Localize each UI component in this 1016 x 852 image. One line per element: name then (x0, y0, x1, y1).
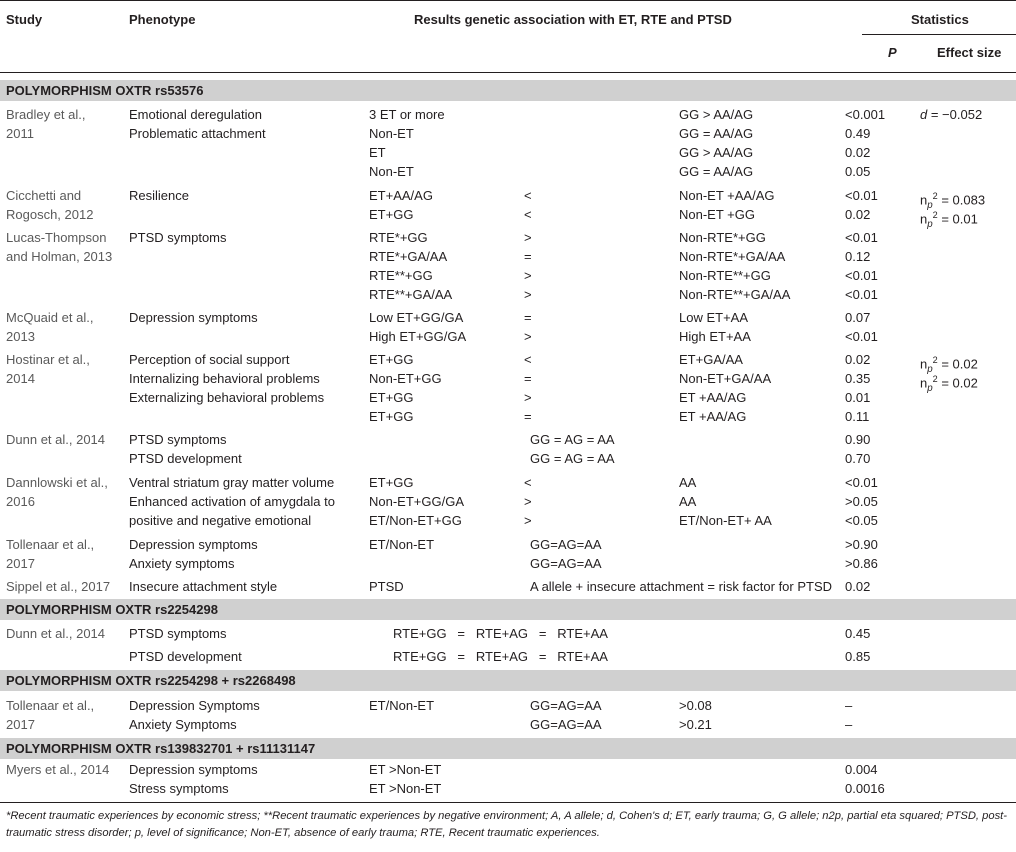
row-phenotype: PTSD development (129, 649, 242, 664)
row-study: Dunn et al., 2014 (6, 626, 106, 641)
row-genotype-mid: GG = AG = AA (530, 432, 615, 447)
row-genotype-b: GG = AA/AG (679, 126, 754, 141)
row-phenotype: Depression symptoms (129, 310, 258, 325)
row-genotype-line: RTE+GG = RTE+AG = RTE+AA (393, 626, 608, 641)
row-genotype-a: High ET+GG/GA (369, 329, 467, 344)
row-p-value: 0.004 (845, 762, 878, 777)
row-phenotype: Resilience (129, 188, 189, 203)
row-genotype-a: ET/Non-ET+GG (369, 513, 462, 528)
header-statistics: Statistics (911, 12, 969, 27)
row-phenotype: PTSD symptoms (129, 432, 227, 447)
row-genotype-mid: A allele + insecure attachment = risk factor for PTSD (530, 579, 833, 594)
row-genotype-a: Non-ET (369, 126, 414, 141)
row-genotype-a: ET >Non-ET (369, 762, 442, 777)
section-title: POLYMORPHISM OXTR rs2254298 + rs2268498 (6, 673, 296, 688)
top-rule (0, 0, 1016, 1)
row-operator: < (524, 188, 532, 203)
row-operator: > (524, 287, 532, 302)
row-p-value: >0.90 (845, 537, 878, 552)
header-study: Study (6, 12, 43, 27)
row-genotype-a: RTE*+GG (369, 230, 428, 245)
section-band (0, 599, 1016, 620)
row-p-value: <0.01 (845, 268, 878, 283)
row-effect-size: $n_p^2 = 0.02$ (920, 374, 978, 394)
row-p-value: <0.001 (845, 107, 886, 122)
row-operator: < (524, 207, 532, 222)
row-genotype-b: >0.21 (679, 717, 712, 732)
row-genotype-b: AA (679, 494, 697, 509)
row-genotype-b: Non-RTE*+GG (679, 230, 766, 245)
row-genotype-a: RTE*+GA/AA (369, 249, 448, 264)
row-phenotype: Insecure attachment style (129, 579, 278, 594)
row-p-value: 0.07 (845, 310, 871, 325)
row-genotype-b: Low ET+AA (679, 310, 749, 325)
row-genotype-a: Non-ET+GG (369, 371, 442, 386)
row-p-value: <0.05 (845, 513, 878, 528)
row-study: and Holman, 2013 (6, 249, 113, 264)
row-phenotype: PTSD development (129, 451, 242, 466)
section-title: POLYMORPHISM OXTR rs139832701 + rs11131147 (6, 741, 316, 756)
row-genotype-a: ET+GG (369, 475, 414, 490)
header-phenotype: Phenotype (129, 12, 196, 27)
section-band (0, 738, 1016, 759)
row-genotype-mid: GG=AG=AA (530, 717, 602, 732)
row-genotype-a: ET+GG (369, 409, 414, 424)
row-p-value: 0.0016 (845, 781, 885, 796)
row-study: Myers et al., 2014 (6, 762, 110, 777)
row-genotype-a: Low ET+GG/GA (369, 310, 464, 325)
row-genotype-mid: GG=AG=AA (530, 698, 602, 713)
row-genotype-mid: GG = AG = AA (530, 451, 615, 466)
row-study: 2013 (6, 329, 35, 344)
row-genotype-line: RTE+GG = RTE+AG = RTE+AA (393, 649, 608, 664)
row-effect-size: $n_p^2 = 0.02$ (920, 355, 978, 375)
row-genotype-b: High ET+AA (679, 329, 751, 344)
row-operator: < (524, 352, 532, 367)
row-genotype-b: GG = AA/AG (679, 164, 754, 179)
row-operator: > (524, 390, 532, 405)
row-genotype-mid: GG=AG=AA (530, 537, 602, 552)
row-study: Cicchetti and (6, 188, 82, 203)
row-operator: > (524, 268, 532, 283)
row-genotype-b: Non-RTE**+GA/AA (679, 287, 791, 302)
row-genotype-b: Non-ET +GG (679, 207, 755, 222)
row-phenotype: Perception of social support (129, 352, 290, 367)
row-p-value: 0.49 (845, 126, 871, 141)
row-study: 2017 (6, 556, 35, 571)
row-phenotype: Internalizing behavioral problems (129, 371, 320, 386)
row-study: Sippel et al., 2017 (6, 579, 111, 594)
row-genotype-b: ET +AA/AG (679, 409, 747, 424)
row-p-value: 0.02 (845, 207, 871, 222)
row-p-value: 0.11 (845, 409, 870, 424)
row-p-value: <0.01 (845, 188, 878, 203)
row-genotype-a: ET+AA/AG (369, 188, 433, 203)
row-study: McQuaid et al., (6, 310, 94, 325)
header-results: Results genetic association with ET, RTE and PTSD (414, 12, 732, 27)
row-phenotype: Anxiety symptoms (129, 556, 235, 571)
section-title: POLYMORPHISM OXTR rs53576 (6, 83, 204, 98)
row-p-value: 0.85 (845, 649, 871, 664)
row-genotype-a: ET+GG (369, 352, 414, 367)
row-operator: = (524, 409, 532, 424)
row-genotype-a: Non-ET (369, 164, 414, 179)
row-p-value: >0.86 (845, 556, 878, 571)
row-phenotype: Enhanced activation of amygdala to (129, 494, 335, 509)
row-genotype-b: Non-RTE**+GG (679, 268, 771, 283)
row-effect-size: d = −0.052 (920, 107, 983, 122)
row-study: Tollenaar et al., (6, 698, 95, 713)
row-p-value: 0.45 (845, 626, 871, 641)
row-genotype-b: Non-ET+GA/AA (679, 371, 772, 386)
row-genotype-b: >0.08 (679, 698, 712, 713)
row-genotype-a: RTE**+GA/AA (369, 287, 453, 302)
row-p-value: 0.05 (845, 164, 871, 179)
footnote: *Recent traumatic experiences by economic stress; **Recent traumatic experiences by negative environment; A, A allele; d, Cohen's d; ET, early trauma; G, G allele; n2p, partial eta squared; PTSD, post-traumatic stress disorder; p, level of significance; Non-ET, absence of early trauma; RTE, Recent traumatic experiences. (6, 810, 1008, 839)
bottom-rule (0, 802, 1016, 803)
row-genotype-b: Non-ET +AA/AG (679, 188, 775, 203)
row-phenotype: PTSD symptoms (129, 626, 227, 641)
row-operator: = (524, 310, 532, 325)
row-p-value: – (845, 698, 853, 713)
row-study: Rogosch, 2012 (6, 207, 94, 222)
row-p-value: 0.12 (845, 249, 871, 264)
row-p-value: <0.01 (845, 230, 878, 245)
row-study: Lucas-Thompson (6, 230, 107, 245)
row-operator: = (524, 371, 532, 386)
row-study: Dunn et al., 2014 (6, 432, 106, 447)
row-phenotype: positive and negative emotional (129, 513, 312, 528)
row-phenotype: Externalizing behavioral problems (129, 390, 325, 405)
row-genotype-a: ET+GG (369, 390, 414, 405)
row-genotype-a: RTE**+GG (369, 268, 433, 283)
row-p-value: >0.05 (845, 494, 878, 509)
row-genotype-b: GG > AA/AG (679, 107, 754, 122)
row-p-value: 0.02 (845, 145, 871, 160)
row-genotype-b: AA (679, 475, 697, 490)
row-operator: > (524, 494, 532, 509)
row-phenotype: Anxiety Symptoms (129, 717, 237, 732)
row-genotype-a: ET/Non-ET (369, 698, 435, 713)
row-operator: = (524, 249, 532, 264)
row-phenotype: Ventral striatum gray matter volume (129, 475, 335, 490)
row-phenotype: Depression Symptoms (129, 698, 260, 713)
header-effect-size: Effect size (937, 45, 1002, 60)
row-operator: > (524, 230, 532, 245)
row-study: Tollenaar et al., (6, 537, 95, 552)
row-genotype-a: ET/Non-ET (369, 537, 435, 552)
row-phenotype: Emotional deregulation (129, 107, 262, 122)
row-p-value: 0.01 (845, 390, 871, 405)
row-phenotype: PTSD symptoms (129, 230, 227, 245)
section-title: POLYMORPHISM OXTR rs2254298 (6, 602, 218, 617)
row-genotype-a: Non-ET+GG/GA (369, 494, 464, 509)
row-phenotype: Problematic attachment (129, 126, 266, 141)
row-operator: < (524, 475, 532, 490)
row-genotype-a: PTSD (369, 579, 404, 594)
row-genotype-a: 3 ET or more (369, 107, 445, 122)
row-study: 2017 (6, 717, 35, 732)
row-p-value: <0.01 (845, 287, 878, 302)
row-study: Dannlowski et al., (6, 475, 108, 490)
row-p-value: 0.02 (845, 579, 871, 594)
row-operator: > (524, 513, 532, 528)
row-p-value: <0.01 (845, 329, 878, 344)
row-genotype-b: GG > AA/AG (679, 145, 754, 160)
row-p-value: – (845, 717, 853, 732)
row-genotype-a: ET+GG (369, 207, 414, 222)
row-phenotype: Depression symptoms (129, 537, 258, 552)
row-study: 2016 (6, 494, 35, 509)
row-genotype-a: ET >Non-ET (369, 781, 442, 796)
row-p-value: 0.02 (845, 352, 871, 367)
statistics-underline (862, 34, 1016, 35)
row-p-value: 0.35 (845, 371, 871, 386)
section-band (0, 670, 1016, 691)
row-study: Bradley et al., (6, 107, 86, 122)
section-band (0, 80, 1016, 101)
row-genotype-b: ET +AA/AG (679, 390, 747, 405)
header-rule (0, 72, 1016, 73)
row-operator: > (524, 329, 532, 344)
row-genotype-b: ET+GA/AA (679, 352, 743, 367)
row-study: 2014 (6, 371, 35, 386)
row-study: Hostinar et al., (6, 352, 90, 367)
row-genotype-b: Non-RTE*+GA/AA (679, 249, 786, 264)
row-genotype-a: ET (369, 145, 386, 160)
row-study: 2011 (6, 126, 34, 141)
row-p-value: <0.01 (845, 475, 878, 490)
row-effect-size: $n_p^2 = 0.01$ (920, 210, 978, 230)
row-genotype-b: ET/Non-ET+ AA (679, 513, 772, 528)
header-p: P (888, 45, 897, 60)
row-genotype-mid: GG=AG=AA (530, 556, 602, 571)
row-effect-size: $n_p^2 = 0.083$ (920, 191, 986, 211)
row-phenotype: Depression symptoms (129, 762, 258, 777)
row-phenotype: Stress symptoms (129, 781, 229, 796)
row-p-value: 0.90 (845, 432, 871, 447)
row-p-value: 0.70 (845, 451, 871, 466)
